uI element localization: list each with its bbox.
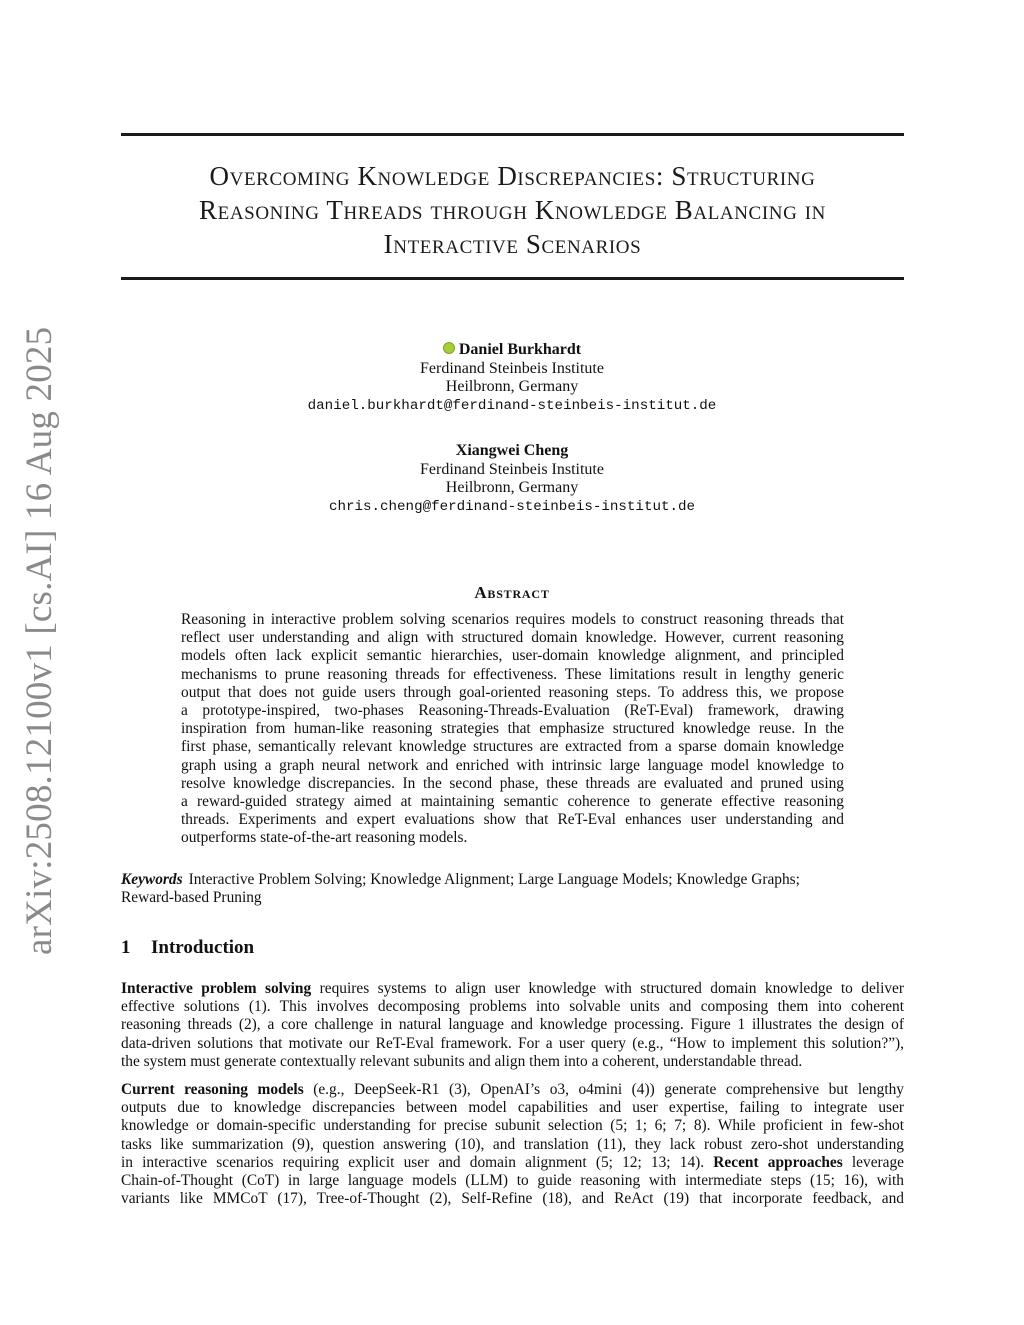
section-heading xyxy=(121,937,254,959)
author-name-line xyxy=(0,341,1024,360)
abstract-line: first phase, semantically relevant knowledge structures are extracted from a sparse domain knowledge xyxy=(181,738,844,756)
abstract-line: reflect user understanding and align with structured domain knowledge. However, current reasoning xyxy=(181,629,844,647)
author-block xyxy=(0,442,1024,516)
paragraph-line: knowledge or domain-specific understanding for precise subunit selection (5; 1; 6; 7; 8). While proficient in few-shot xyxy=(121,1117,904,1135)
abstract-line: Reasoning in interactive problem solving scenarios requires models to construct reasoning threads that xyxy=(181,611,844,628)
author-email[interactable]: daniel.burkhardt@ferdinand-steinbeis-institut.de xyxy=(307,397,717,414)
abstract-line: graph using a graph neural network and enriched with intrinsic large language model knowledge to xyxy=(181,756,844,774)
author-institution: Ferdinand Steinbeis Institute xyxy=(420,460,604,478)
abstract-body xyxy=(181,611,844,847)
title-rule-top xyxy=(121,133,904,136)
title-line: Interactive Scenarios xyxy=(383,229,642,259)
paragraph-line: outputs due to knowledge discrepancies between model capabilities and user expertise, failing to integrate user xyxy=(121,1099,904,1117)
keywords-line xyxy=(121,871,904,889)
intro-paragraph xyxy=(121,1081,904,1208)
keywords-line: Reward-based Pruning xyxy=(121,889,262,907)
author-location: Heilbronn, Germany xyxy=(445,378,579,395)
paragraph-line: effective solutions (1). This involves decomposing problems into solvable units and composing them into coherent xyxy=(121,998,904,1016)
keywords-block xyxy=(121,871,904,908)
abstract-line: outperforms state-of-the-art reasoning models. xyxy=(181,829,468,847)
paragraph-line: reasoning threads (2), a core challenge in natural language and knowledge processing. Figure 1 illustrates the design of xyxy=(121,1016,904,1034)
paragraph-line: the system must generate contextually relevant subunits and align them into a coherent, understandable thread. xyxy=(121,1052,803,1070)
paragraph-line: data-driven solutions that motivate our ReT-Eval framework. For a user query (e.g., “How to implement this solution?”), xyxy=(121,1034,904,1052)
paragraph-text: in interactive scenarios requiring explicit user and domain alignment (5; 12; 13; 14). xyxy=(121,1153,714,1171)
abstract-line: models often lack explicit semantic hierarchies, user-domain knowledge alignment, and principled xyxy=(181,647,844,665)
section-number: 1 xyxy=(121,937,131,958)
paragraph-lead: Interactive problem solving xyxy=(121,980,312,997)
paragraph-line: Chain-of-Thought (CoT) in large language models (LLM) to guide reasoning with intermediate steps (15; 16), with xyxy=(121,1171,904,1189)
paragraph-lead: Current reasoning models xyxy=(121,1081,304,1098)
paragraph-line xyxy=(121,1081,904,1099)
paper-title xyxy=(121,159,904,261)
keywords-text: Interactive Problem Solving; Knowledge Alignment; Large Language Models; Knowledge Graphs; xyxy=(188,871,800,888)
abstract-line: a prototype-inspired, two-phases Reasoning-Threads-Evaluation (ReT-Eval) framework, drawing xyxy=(181,701,844,719)
paragraph-line xyxy=(121,980,904,998)
abstract-heading: Abstract xyxy=(474,583,550,602)
intro-paragraph xyxy=(121,980,904,1071)
abstract-line: mechanisms to prune reasoning threads for effectiveness. These limitations result in lengthy generic xyxy=(181,665,844,683)
paragraph-text: (e.g., DeepSeek-R1 (3), OpenAI’s o3, o4mini (4)) generate comprehensive but lengthy xyxy=(303,1081,904,1098)
abstract-line: output that does not guide users through goal-oriented reasoning steps. To address this, we propose xyxy=(181,683,844,701)
paragraph-line xyxy=(121,1154,904,1172)
title-line: Reasoning Threads through Knowledge Balancing in xyxy=(199,195,826,225)
paragraph-text: requires systems to align user knowledge with structured domain knowledge to deliver xyxy=(311,980,905,997)
author-name: Xiangwei Cheng xyxy=(455,442,569,459)
orcid-icon[interactable] xyxy=(443,342,455,354)
abstract-line: inspiration from human-like reasoning strategies that emphasize structured knowledge reuse. In the xyxy=(181,720,844,738)
paragraph-line: tasks like summarization (9), question answering (10), and translation (11), they lack robust zero-shot understanding xyxy=(121,1135,904,1153)
keywords-label: Keywords xyxy=(121,871,183,888)
author-location: Heilbronn, Germany xyxy=(445,479,579,496)
author-email[interactable]: chris.cheng@ferdinand-steinbeis-institut.de xyxy=(328,498,696,515)
abstract-line: threads. Experiments and expert evaluations show that ReT-Eval enhances user understanding and xyxy=(181,811,844,829)
arxiv-identifier: arXiv:2508.12100v1 [cs.AI] 16 Aug 2025 xyxy=(19,326,60,955)
abstract-line: a reward-guided strategy aimed at maintaining semantic coherence to generate effective reasoning xyxy=(181,792,844,810)
paragraph-line: variants like MMCoT (17), Tree-of-Thought (2), Self-Refine (18), and ReAct (19) that incorporate feedback, and xyxy=(121,1190,904,1208)
title-rule-bottom xyxy=(121,277,904,280)
title-line: Overcoming Knowledge Discrepancies: Structuring xyxy=(209,161,816,191)
section-title: Introduction xyxy=(151,937,255,958)
paragraph-emphasis: Recent approaches xyxy=(713,1153,843,1171)
author-block xyxy=(0,341,1024,415)
author-institution: Ferdinand Steinbeis Institute xyxy=(420,359,604,377)
abstract-line: resolve knowledge discrepancies. In the second phase, these threads are evaluated and pruned using xyxy=(181,774,844,792)
author-name: Daniel Burkhardt xyxy=(458,341,582,358)
paragraph-text: leverage xyxy=(842,1153,905,1171)
